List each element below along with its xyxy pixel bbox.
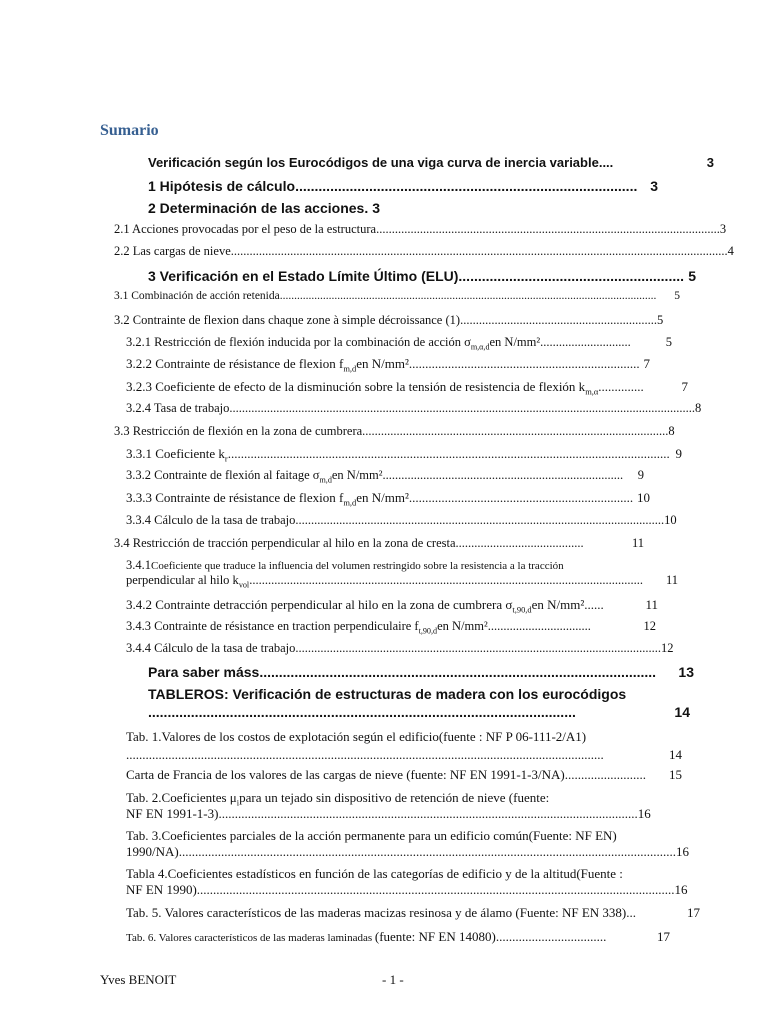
toc-leader-dots: .............................................................................................................. [148, 704, 576, 720]
toc-leader-dots: ............................................................................................................................. [252, 573, 643, 587]
toc-entry-text: 3.3.3 Contrainte de résistance de flexion $f_{m,d}en$ N/mm². [126, 490, 413, 508]
toc-page-number: 3 [650, 178, 658, 194]
toc-page-number: 9 [637, 468, 644, 482]
toc-leader-dots: ......................... [564, 767, 646, 782]
toc-page-number: 10 [637, 490, 650, 505]
footer-page-number: - 1 - [382, 972, 404, 987]
toc-page-number: 12 [661, 641, 674, 655]
toc-entry-tab-3[interactable] [126, 828, 689, 860]
toc-leader-dots: .................................................................................................................................. [282, 290, 657, 302]
toc-entry-carta-francia[interactable] [126, 767, 682, 783]
toc-page-number: 8 [668, 424, 675, 438]
toc-entry-text: 3.3.1 Coeficiente $k_r$ [126, 446, 228, 464]
toc-entry-2[interactable] [148, 200, 380, 216]
toc-leader-dots: ...................................................................... [412, 356, 640, 371]
toc-leader-dots: ........................................................................................................................................ [227, 446, 670, 461]
toc-entry-text: 3.2.1 Restricción de flexión inducida por la combinación de acción $\sigma_{m,\alpha,d}en$ N/mm² [126, 335, 541, 352]
toc-page-number: 9 [675, 446, 682, 461]
toc-page-number: 5 [665, 335, 672, 349]
toc-page-number: 3 [719, 222, 727, 236]
toc-entry-tabla-4[interactable] [126, 866, 686, 898]
toc-entry-main-title[interactable] [148, 155, 714, 170]
toc-entry-text-line1: 3.4.1Coeficiente que traduce la influencia del volumen restringido sobre la resistencia a la tracción [126, 558, 564, 572]
toc-entry-3-4[interactable] [114, 536, 644, 551]
toc-entry-text-line1: Tabla 4.Coeficientes estadísticos en función de las categorías de edificio y de la altitud(Fuente : [126, 866, 623, 881]
toc-leader-dots: ...................................................................................................................... [295, 513, 665, 527]
toc-page-number: 4 [727, 244, 734, 258]
toc-leader-dots: ................................. [487, 619, 591, 633]
toc-entry-text-line1: Tab. 3.Coeficientes parciales de la acción permanente para un edificio común(Fuente: NF EN) [126, 828, 617, 843]
toc-entry-3-2-1[interactable] [126, 335, 672, 350]
toc-entry-1[interactable] [148, 178, 658, 194]
toc-entry-text: Tab. 6. Valores característicos de las maderas laminadas (fuente: NF EN 14080) [126, 929, 496, 944]
toc-entry-tab-2[interactable] [126, 790, 651, 822]
toc-page-number: 16 [675, 844, 689, 859]
toc-entry-text: 1 Hipótesis de cálculo [148, 178, 296, 194]
toc-leader-dots: .................................. [495, 929, 607, 944]
toc-entry-tab-1[interactable] [126, 729, 682, 763]
toc-page-number: 13 [678, 664, 694, 680]
toc-leader-dots: ................................................................................................................................. [218, 806, 638, 821]
footer-author: Yves BENOIT [100, 972, 177, 987]
toc-entry-text: 3.2.4 Tasa de trabajo [126, 401, 230, 415]
toc-page-number: 14 [669, 747, 682, 762]
toc-page-number: 15 [669, 767, 682, 782]
toc-leader-dots: ............................. [540, 335, 631, 349]
toc-entry-3-3-3[interactable] [126, 490, 650, 506]
toc-entry-tab-5[interactable] [126, 905, 700, 921]
toc-entry-3-4-2[interactable] [126, 597, 658, 613]
toc-page-number: 8 [695, 401, 702, 415]
toc-entry-3-3-2[interactable] [126, 468, 644, 483]
toc-entry-text-line2: NF EN 1991-1-3) [126, 806, 219, 821]
toc-entry-text: 3.3.4 Cálculo de la tasa de trabajo [126, 513, 296, 527]
toc-leader-dots: .................................................................... [412, 490, 634, 505]
toc-page-number: 16 [637, 806, 651, 821]
toc-page-number: 16 [674, 882, 688, 897]
toc-entry-text: 3.4 Restricción de tracción perpendicular al hilo en la zona de cresta [114, 536, 456, 550]
toc-leader-dots: ............................................................................................................................................................... [230, 244, 728, 258]
toc-leader-dots: .......................................................... [458, 268, 685, 284]
toc-entry-text: 3.4.4 Cálculo de la tasa de trabajo [126, 641, 296, 655]
toc-entry-3-4-1[interactable] [126, 558, 678, 588]
toc-page-number: 5 [674, 290, 680, 302]
toc-leader-dots: ............................................................................ [385, 468, 624, 482]
toc-entry-text: Tab. 5. Valores característicos de las maderas macizas resinosa y de álamo (Fuente: NF EN 338) [126, 905, 627, 920]
toc-entry-text: Para saber máss [148, 664, 260, 680]
toc-entry-text-line2: 1990/NA) [126, 844, 179, 859]
toc-entry-3-4-4[interactable] [126, 641, 674, 656]
toc-entry-para-saber-mas[interactable] [148, 664, 694, 680]
toc-entry-text: 3.2.2 Contrainte de résistance de flexion $f_{m,d}en$ N/mm². [126, 356, 413, 374]
toc-entry-text-line2: NF EN 1990) [126, 882, 197, 897]
toc-page-number: 17 [687, 905, 700, 920]
toc-entry-3[interactable] [148, 268, 696, 284]
toc-page-number: 3 [372, 200, 381, 216]
toc-title: Sumario [100, 122, 159, 139]
toc-entry-text: 2.2 Las cargas de nieve [114, 244, 231, 258]
toc-page-number: 3 [706, 155, 714, 170]
toc-leader-dots: .................................................................................................. [362, 424, 669, 438]
toc-leader-dots: ................................................................................................................................................... [126, 747, 604, 762]
toc-entry-3-2-4[interactable] [126, 401, 702, 416]
toc-leader-dots: ........................................................................................ [295, 178, 638, 194]
toc-entry-text: 3.3.2 Contrainte de flexión al faitage $\sigma_{m,d}en$ N/mm². [126, 468, 386, 485]
toc-entry-2-2[interactable] [114, 244, 734, 259]
toc-leader-dots: ..................................................................................................................................................... [229, 401, 696, 415]
toc-entry-3-4-3[interactable] [126, 619, 656, 634]
toc-leader-dots: ... [626, 905, 637, 920]
toc-entry-3-1[interactable] [114, 290, 680, 302]
toc-leader-dots: ......................................................................................................................................................... [178, 844, 676, 859]
toc-entry-text: 3.2 Contrainte de flexion dans chaque zone à simple décroissance (1) [114, 313, 461, 327]
toc-entry-text: Carta de Francia de los valores de las cargas de nieve (fuente: NF EN 1991-1-3/NA) [126, 767, 565, 782]
toc-entry-text: TABLEROS: Verificación de estructuras de madera con los eurocódigos [148, 686, 627, 702]
toc-entry-3-3[interactable] [114, 424, 675, 439]
toc-leader-dots: .............. [598, 379, 644, 394]
toc-entry-3-2[interactable] [114, 313, 662, 328]
toc-entry-2-1[interactable] [114, 222, 727, 237]
toc-page-number: 11 [645, 597, 658, 612]
toc-page-number: 17 [657, 929, 670, 944]
toc-entry-text: Verificación según los Eurocódigos de una viga curva de inercia variable [148, 155, 599, 170]
toc-entry-3-2-3[interactable] [126, 379, 688, 395]
toc-entry-3-3-1[interactable] [126, 446, 682, 462]
toc-entry-text: 3.4.2 Contrainte detracción perpendicular al hilo en la zona de cumbrera $\sigma_{t,90,d}en$ N/mm² [126, 597, 585, 615]
toc-page-number: 10 [664, 513, 677, 527]
toc-entry-tab-6[interactable] [126, 929, 670, 945]
toc-entry-tableros[interactable] [148, 686, 690, 720]
toc-page-number: 11 [665, 573, 678, 587]
toc-entry-text: 2.1 Acciones provocadas por el peso de la estructura [114, 222, 377, 236]
toc-entry-3-3-4[interactable] [126, 513, 677, 528]
toc-entry-3-2-2[interactable] [126, 356, 650, 372]
toc-page-number: 5 [688, 268, 696, 284]
toc-page-number: 7 [643, 356, 650, 371]
toc-entry-text: 3.1 Combinación de acción retenida. [114, 290, 283, 302]
toc-leader-dots: .............................................................................................................. [376, 222, 720, 236]
toc-page-number: 5 [656, 313, 664, 327]
toc-entry-text: 3.2.3 Coeficiente de efecto de la disminución sobre la tensión de resistencia de flexión $k_{m,\alpha}$ [126, 379, 599, 397]
toc-page-number: 11 [631, 536, 644, 550]
toc-entry-text: 3 Verificación en el Estado Límite Último (ELU) [148, 268, 459, 284]
toc-entry-text: 2 Determinación de las acciones. [148, 200, 369, 216]
toc-leader-dots: ...................................................................................................... [259, 664, 657, 680]
toc-leader-dots: ...... [584, 597, 604, 612]
toc-entry-text-line2: perpendicular al hilo $k_{vol}$. ............................................................................................................................. 11 [126, 573, 678, 590]
toc-page-number: 14 [674, 704, 690, 720]
toc-leader-dots: ..................................................................................................................... [295, 641, 662, 655]
toc-page-number: 12 [643, 619, 656, 633]
toc-leader-dots: .... [598, 155, 614, 170]
toc-leader-dots: ............................................................... [460, 313, 657, 327]
toc-entry-text: 3.4.3 Contrainte de résistance en traction perpendiculaire $f_{t,90,d}en$ N/mm² [126, 619, 488, 636]
toc-entry-text: 3.3 Restricción de flexión en la zona de cumbrera [114, 424, 363, 438]
toc-entry-text-line1: Tab. 2.Coeficientes $\mu_ipara$ un tejado sin dispositivo de retención de nieve (fuente: [126, 790, 550, 808]
toc-leader-dots: ................................................................................................................................................... [196, 882, 675, 897]
toc-leader-dots: ......................................... [455, 536, 584, 550]
toc-page-number: 7 [681, 379, 688, 394]
toc-entry-text: Tab. 1.Valores de los costos de explotación según el edificio(fuente : NF P 06-111-2/A1) [126, 729, 587, 744]
